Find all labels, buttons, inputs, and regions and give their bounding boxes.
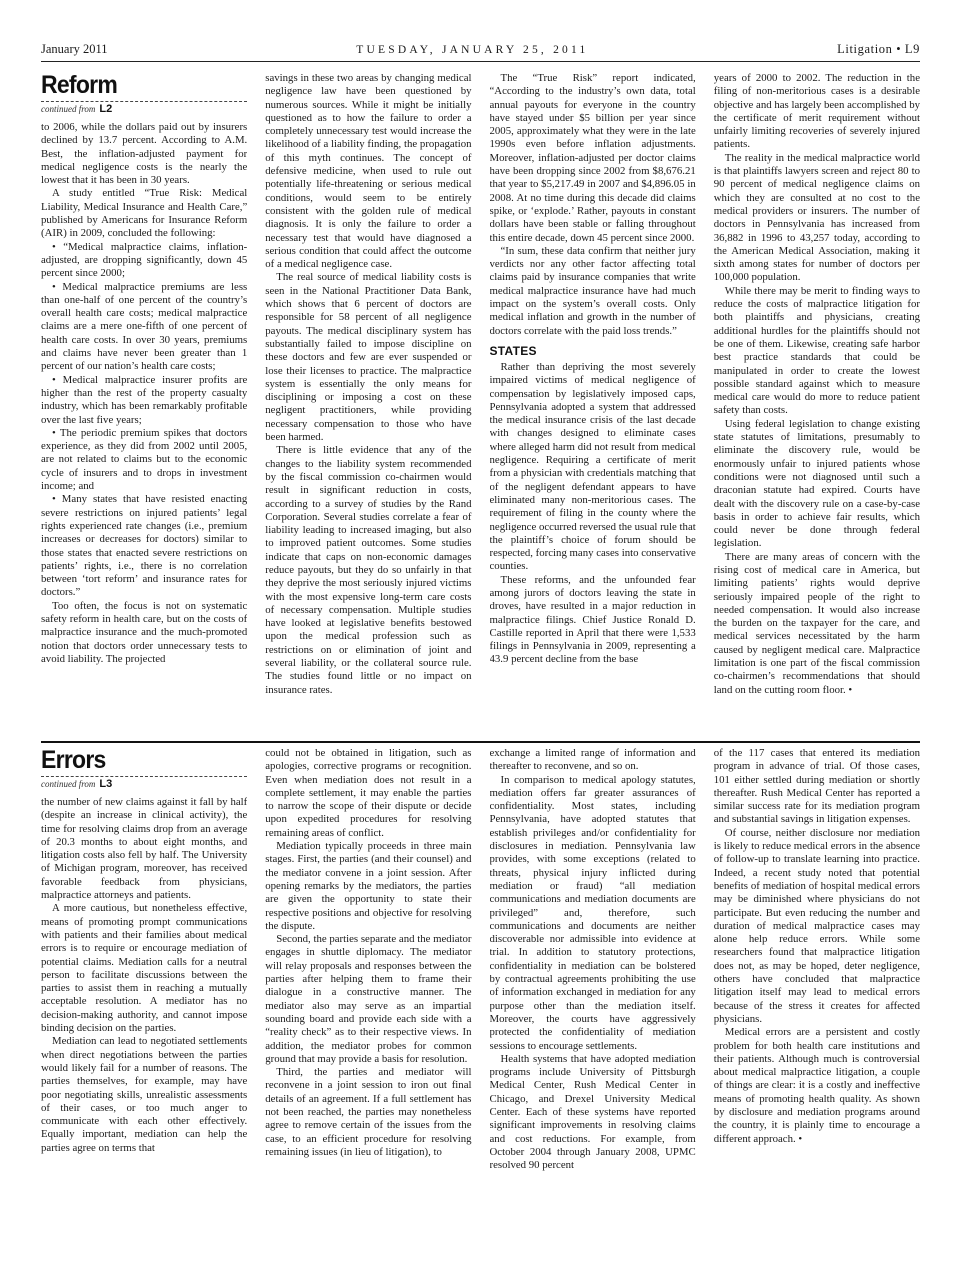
paragraph: Third, the parties and mediator will reconvene in a joint session to iron out final details of an agreement. If a full settlement has not been reached, the parties may nonetheless agree to remove certain of the issues from the case, to an efficient procedure for resolving remaining issues (in lieu of litigation), to <box>265 1066 472 1158</box>
reform-continued-line <box>41 101 247 115</box>
errors-column-2 <box>265 747 471 1207</box>
paragraph: Mediation can lead to negotiated settlements when direct negotiations between the parties would likely fail for a number of reasons. The parties themselves, for example, may have poor negotiating skills, unrealistic assessments of their cases, or too much anger to communicate with each other effectively. Equally important, mediation can help the parties agree on terms that <box>41 1035 248 1154</box>
reform-kicker: Reform <box>41 72 118 99</box>
paragraph: Rather than depriving the most severely impaired victims of medical negligence of compensation by legislatively imposed caps, Pennsylvania adopted a system that addressed the medical insurance crisis of the last decade with changes designed to eliminate cases where alleged harm did not result from medical negligence. Requiring a certificate of merit from a physician with credentials matching that of the negligent defendant appears to have eliminated many non-meritorious cases. The requirement of filing in the county where the negligence occurred reversed the usual rule that the plaintiff’s choice of forum should be respected, forcing many cases into conservative counties. <box>489 360 696 573</box>
bullet-item: • Medical malpractice insurer profits are higher than the rest of the property casualty industry, which has been remarkably profitable over the last five years; <box>41 373 248 426</box>
paragraph: In comparison to medical apology statutes, mediation offers far greater assurances of confidentiality. Most states, including Pennsylvania, have adopted statutes that establish privileges and/or confidentiality for disclosures in mediation. Pennsylvania law provides, with some exceptions (related to threats, physical injury inflicted during mediation or fraud) “all mediation communications and mediation documents are privileged” and, therefore, such communications and documents are neither discoverable nor admissible into evidence at trial. In addition to statutory protections, confidentiality in mediation can be bolstered by contractual agreements prohibiting the use of information exchanged in mediation for any purpose other than the mediation itself. Moreover, the courts have aggressively protected the confidentiality of mediation sessions to encourage settlements. <box>489 773 696 1052</box>
paragraph: could not be obtained in litigation, such as apologies, corrective programs or recognition. Even when mediation does not result in a complete settlement, it may enable the parties to narrow the scope of their dispute or decide upon expedited procedures for resolving remaining areas of conflict. <box>265 747 472 839</box>
paragraph: savings in these two areas by changing medical negligence law have been questioned by numerous sources. While it might be initially questioned as to how the failure to order a completely unnecessary test would increase the likelihood of a liability finding, the propagation of this myth continues. The concept of defensive medicine, when used to rule out potentially life-threatening or serious medical conditions, would seem to be entirely consistent with the golden rule of medical diagnosis. It is only the failure to order a necessary test that would have diagnosed a serious condition that could affect the outcome of a medical negligence case. <box>265 72 472 271</box>
errors-continued-line <box>41 776 247 790</box>
paragraph: years of 2000 to 2002. The reduction in the filing of non-meritorious cases is a desirable objective and has largely been accomplished by the certificate of merit requirement without unfairly limiting recoveries of severely injured patients. <box>713 72 920 151</box>
paragraph: Health systems that have adopted mediation programs include University of Pittsburgh Medical Center, Rush Medical Center in Chicago, and Drexel University Medical Center. Each of these systems have reported significant improvements in resolving claims and cost reductions. For example, from October 2004 through January 2008, UPMC resolved 90 percent <box>489 1052 696 1172</box>
continued-from-label: continued from <box>41 779 96 789</box>
paragraph: Medical errors are a persistent and costly problem for both health care institutions and their patients. Although much is controversial about medical malpractice litigation, a couple of things are clear: it is a costly and ineffective means of promoting health quality. As shown by disclosure and mediation programs around the country, it is plainly time to encourage a different approach. • <box>713 1026 920 1145</box>
errors-column-3 <box>490 747 696 1207</box>
paragraph: exchange a limited range of information and thereafter to reconvene, and so on. <box>489 747 696 773</box>
bullet-item: • “Medical malpractice claims, inflation-adjusted, are dropping significantly, down 45 percent since 2000; <box>41 240 248 280</box>
paragraph: A more cautious, but nonetheless effective, means of promoting prompt communications with patients and their families about medical errors is to require or encourage mediation of potential claims. Mediation calls for a neutral person to facilitate discussions between the parties to assist them in reaching a mutually acceptable resolution. A mediator has no decision-making authority, and cannot impose binding decision on the parties. <box>41 902 248 1035</box>
reform-article <box>41 72 920 737</box>
continued-from-label: continued from <box>41 104 96 114</box>
paragraph: Of course, neither disclosure nor mediation is likely to reduce medical errors in the absence of follow-up to translate learning into practice. Indeed, a recent study noted that potential benefits of mediation of hospital medical errors may be diminished where physicians do not participate. But even reducing the number and duration of medical malpractice cases may alone help reduce errors. While some researchers found that malpractice litigation does not, as may be hoped, deter negligence, others have concluded that malpractice litigation itself may lead to medical errors because of the stress it creates for affected physicians. <box>713 826 920 1025</box>
paragraph: “In sum, these data confirm that neither jury verdicts nor any other factor affecting total claims paid by insurance companies that write medical malpractice insurance have had much impact on the system’s overall costs. Only medical inflation and growth in the number of doctors correlate with the paid loss trends.” <box>489 244 696 337</box>
paragraph: The reality in the medical malpractice world is that plaintiffs lawyers screen and reject 80 to 90 percent of medical negligence claims on which they are consulted at no cost to the medical providers or insurers. The number of doctors in Pennsylvania has increased from 36,882 in 1996 to 43,257 today, according to the American Medical Association, making it sixth among states for number of doctors per 100,000 population. <box>713 151 920 284</box>
paragraph: A study entitled “True Risk: Medical Liability, Medical Insurance and Health Care,” published by Americans for Insurance Reform (AIR) in 2009, concluded the following: <box>41 187 248 240</box>
reform-column-2 <box>265 72 471 737</box>
paragraph: Using federal legislation to change existing state statutes of limitations, presumably to eliminate the discovery rule, would be enormously unfair to injured patients whose conditions were not diagnosed until such a draconian statute had expired. Courts have dealt with the discovery rule on a case-by-case basis in order to achieve fair results, which could never be done through federal legislation. <box>713 417 920 550</box>
header-date: TUESDAY, JANUARY 25, 2011 <box>356 44 589 56</box>
paragraph: of the 117 cases that entered its mediation program in advance of trial. Of those cases, 101 either settled during mediation or shortly thereafter. Rush Medical Center has reported a similar success rate for its mediation program and substantial savings in litigation expenses. <box>713 747 920 826</box>
errors-column-4 <box>714 747 920 1207</box>
reform-column-4 <box>714 72 920 737</box>
bullet-item: • Medical malpractice premiums are less than one-half of one percent of the country’s overall health care costs; medical malpractice claims are a mere one-fifth of one percent of health care costs. In over 30 years, premiums and claims have never been greater than 1 percent of our nation’s health care costs; <box>41 280 248 373</box>
story-divider <box>41 741 920 743</box>
bullet-item: • Many states that have resisted enacting severe restrictions on injured patients’ legal rights experienced rate changes (i.e., premium increases or decreases for doctors) similar to those states that enacted severe restrictions on patients’ rights, i.e., there is no correlation between ‘tort reform’ and insurance rates for doctors.” <box>41 493 248 599</box>
paragraph: While there may be merit to finding ways to reduce the costs of malpractice litigation for both plaintiffs and physicians, creating additional hurdles for the plaintiffs should not be one of them. Likewise, creating safe harbor best practice standards that could be manipulated in order to create the lowest possible standard against which to measure medical care would do more to reduce patient safety than costs. <box>713 284 920 417</box>
errors-kicker: Errors <box>41 747 106 774</box>
errors-column-1 <box>41 747 247 1207</box>
paragraph: Mediation typically proceeds in three main stages. First, the parties (and their counsel) and the mediator convene in a joint session. After opening remarks by the mediators, the parties are given the opportunity to state their respective positions and objective for resolving the dispute. <box>265 840 472 932</box>
errors-article <box>41 747 920 1207</box>
reform-column-1 <box>41 72 247 737</box>
paragraph: There are many areas of concern with the rising cost of medical care in America, but limiting patients’ rights would deprive seriously impaired people of the right to needed compensation. It would also increase the burden on the taxpayer for the care, and medical services necessitated by the harm caused by negligent medical care. Malpractice limitation is one part of the fiscal commission co-chairmen’s recommendations that should land on the cutting room floor. • <box>713 550 920 696</box>
bullet-item: • The periodic premium spikes that doctors experience, as they did from 2002 until 2005, are not related to claims but to the economic cycle of insurers and to drops in investment income; and <box>41 426 248 493</box>
paragraph: the number of new claims against it fall by half (despite an increase in clinical activity), the time for resolving claims drop from an average of 20.3 months to about eight months, and litigation costs also fell by half. The University of Michigan program, moreover, has received favorable feedback from physicians, malpractice attorneys and patients. <box>41 796 248 902</box>
reform-column-3 <box>490 72 696 737</box>
paragraph: Second, the parties separate and the mediator engages in shuttle diplomacy. The mediator will relay proposals and responses between the parties after helping them to frame their dialogue in a constructive manner. The mediator also may serve as an impartial sounding board and provide each side with a “reality check” as to their respective views. In addition, the mediator probes for common ground that may provide a basis for resolution. <box>265 933 472 1065</box>
paragraph: to 2006, while the dollars paid out by insurers declined by 13.7 percent. According to A.M. Best, the inflation-adjusted payment for medical negligence costs is the nearly the lowest that it has been in 30 years. <box>41 121 248 187</box>
paragraph: The real source of medical liability costs is seen in the National Practitioner Data Bank, which shows that 6 percent of doctors are responsible for 58 percent of all negligence payouts. The medical disciplinary system has substantially failed to impose discipline on these doctors and few are ever suspended or lose their licenses to practice. The malpractice system is essentially the only means for disciplining or imposing a cost on these negligent practitioners, while providing necessary compensation to those who have been harmed. <box>265 271 472 444</box>
paragraph: The “True Risk” report indicated, “According to the industry’s own data, total annual payouts for everyone in the country have stayed under $5 billion per year since 2005, approximately what they were in the late 1990s even before inflation adjustments. Moreover, inflation-adjusted per doctor claims have been dropping since 2002 from $8,676.21 that year to $5,217.49 in 2007 and $4,896.05 in 2008. At no time during this decade did claims spike, or ‘explode.’ Rather, payouts in constant dollars have been stable or falling throughout this entire decade, down 45 percent since 2000. <box>489 72 696 244</box>
header-section-page: Litigation • L9 <box>837 42 920 56</box>
section-subhead: STATES <box>489 343 537 358</box>
running-head <box>41 42 920 62</box>
header-month: January 2011 <box>41 42 108 56</box>
paragraph: These reforms, and the unfounded fear among jurors of doctors leaving the state in droves, have resulted in a major reduction in malpractice filings. Chief Justice Ronald D. Castille reported in April that there were 1,533 filings in Pennsylvania in 2009, representing a 43.9 percent decline from the base <box>489 573 696 666</box>
paragraph: Too often, the focus is not on systematic safety reform in health care, but on the costs of malpractice insurance and the much-promoted notion that doctors order unnecessary tests to avoid liability. The projected <box>41 599 248 665</box>
continued-page-ref: L3 <box>99 778 113 790</box>
continued-page-ref: L2 <box>99 103 113 115</box>
paragraph: There is little evidence that any of the changes to the liability system recommended by the fiscal commission co-chairmen would result in significant reduction in costs, according to a survey of studies by the Rand Corporation. Several studies correlate a fear of liability leading to increased imaging, but also to improved patient outcomes. Some studies indicate that caps on non-economic damages reduce payouts, but they do so unfairly in that they deprive the most seriously injured victims with the most expensive long-term care costs of necessary compensation. Multiple studies have looked at legislative benefits bestowed upon the medical profession such as restrictions on or elimination of joint and several liability, or the collateral source rule. The studies found little or no impact on insurance rates. <box>265 444 472 696</box>
